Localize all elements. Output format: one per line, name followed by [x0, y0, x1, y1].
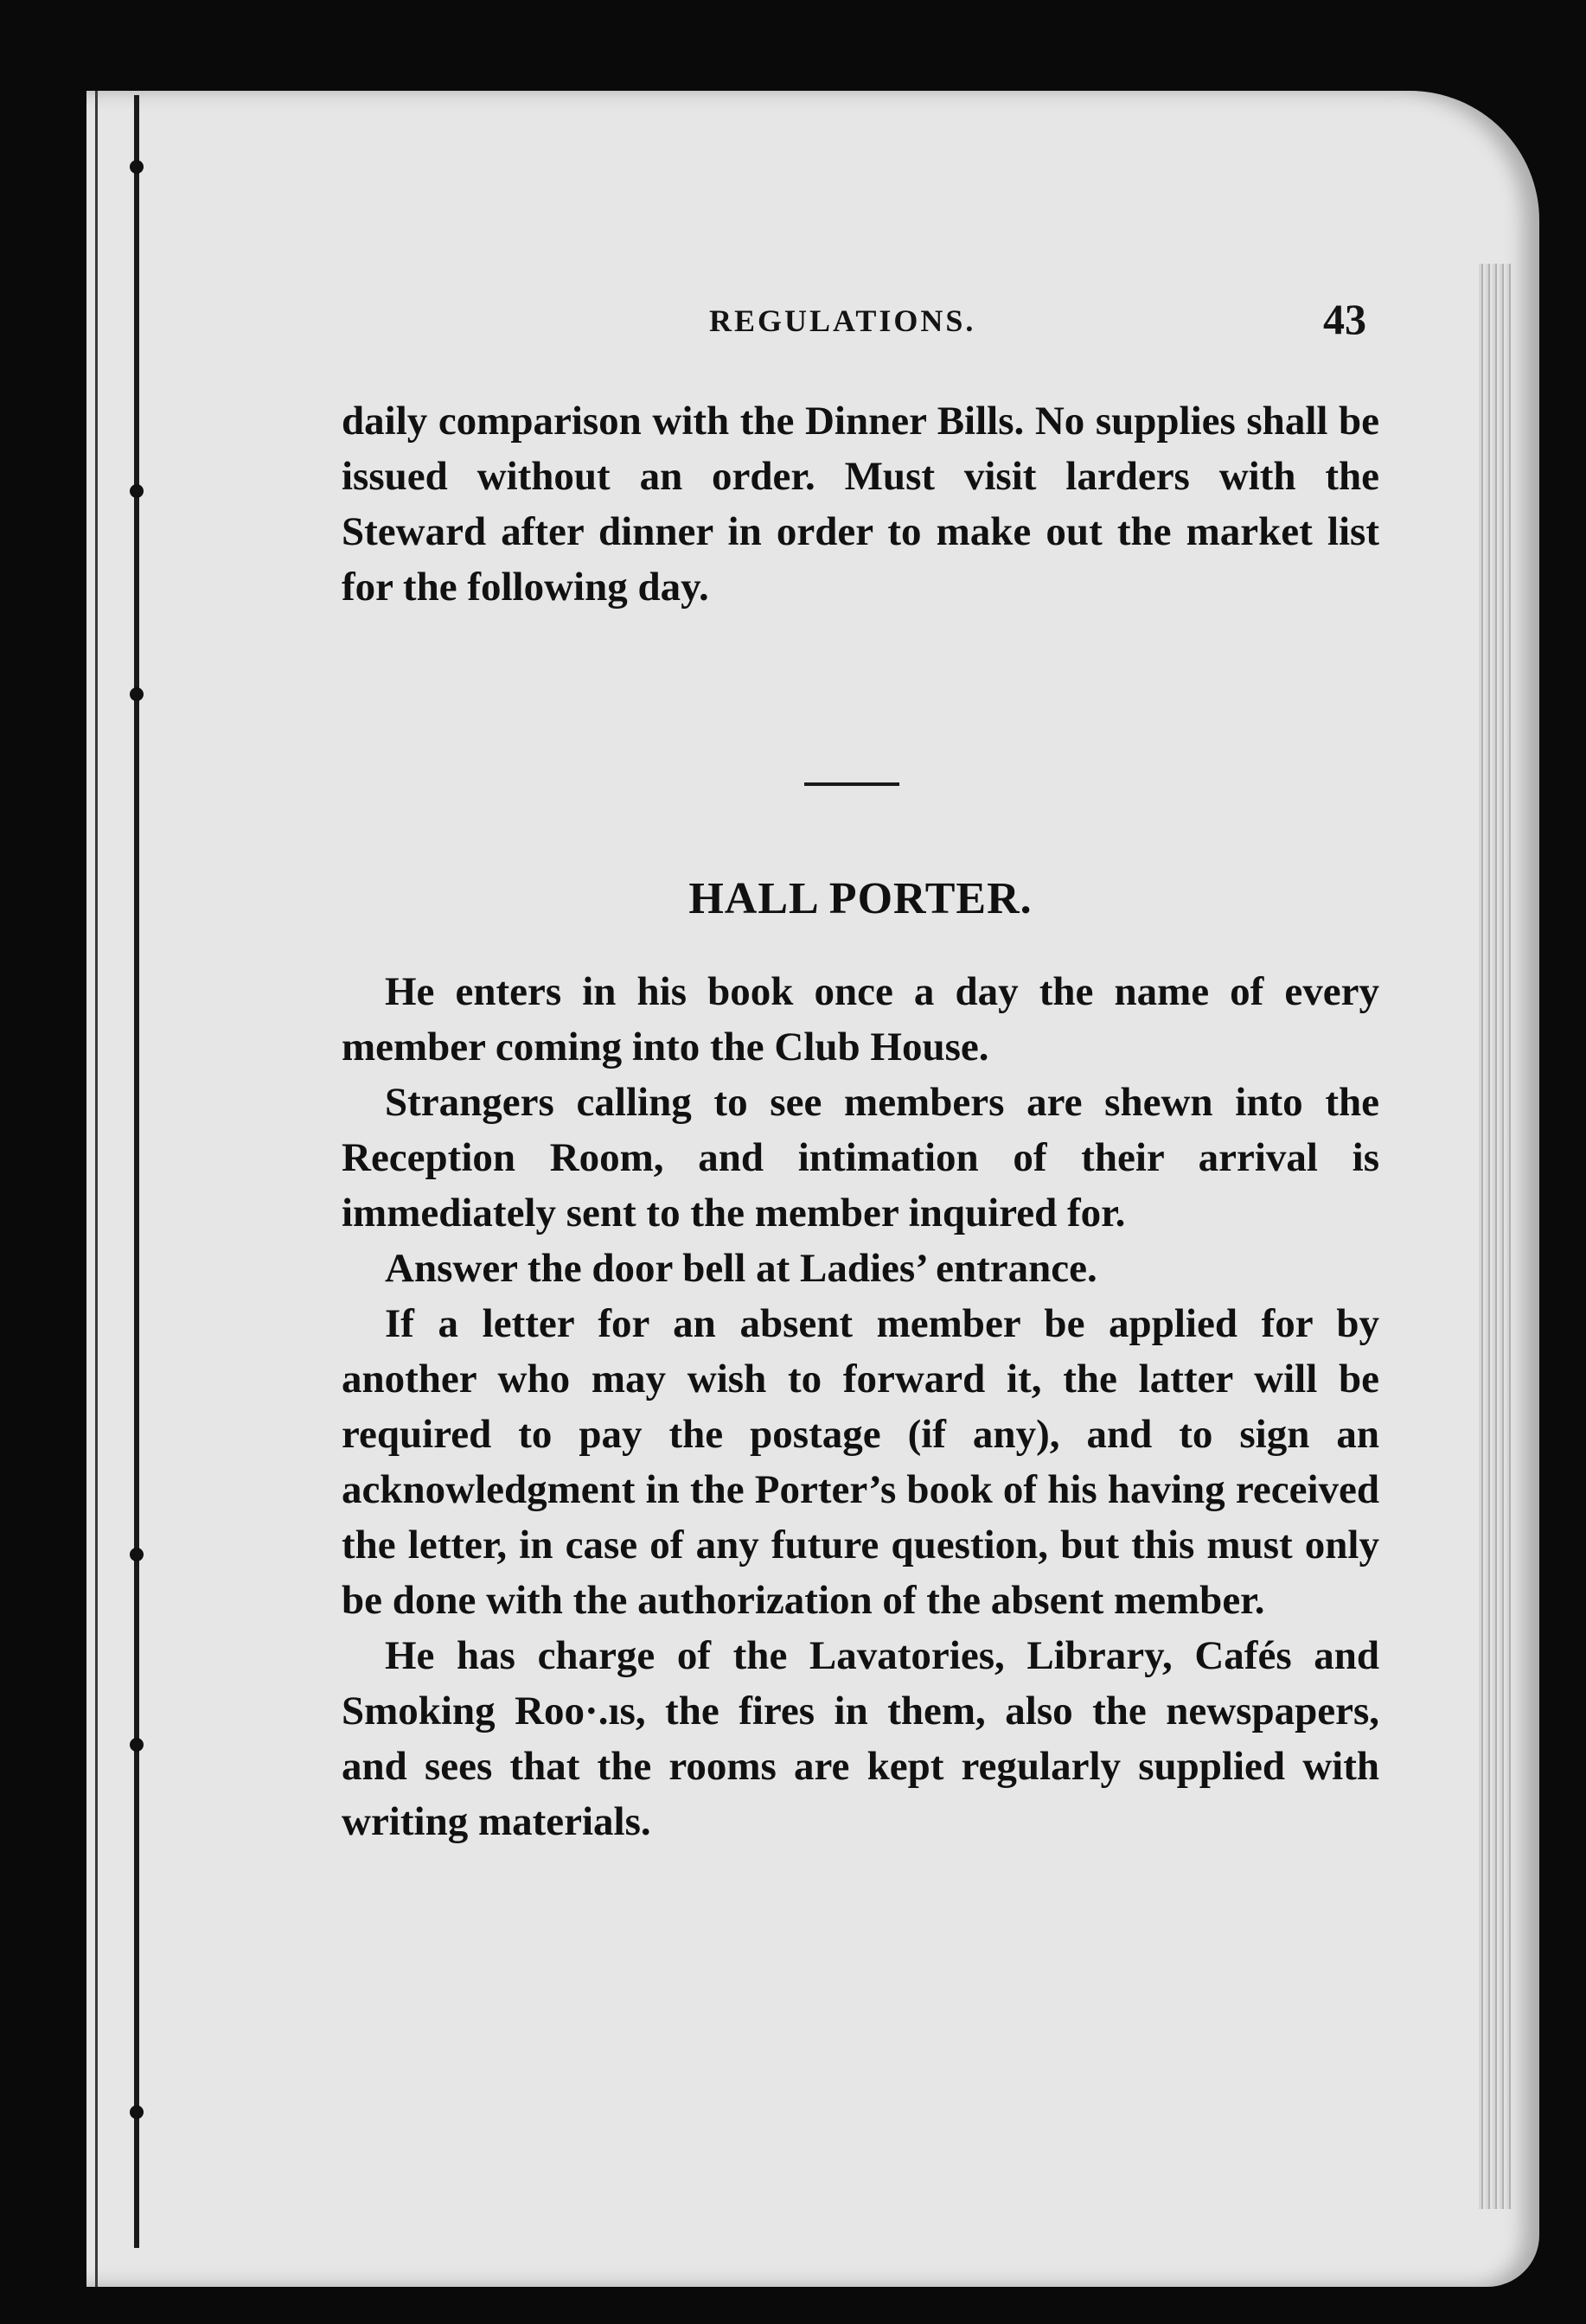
binding-edge — [95, 91, 98, 2287]
paragraph: Strangers calling to see members are shewn into the Reception Room, and intimation of their arrival is immediately sent to the member inquired for. — [342, 1080, 1379, 1235]
page-number: 43 — [1323, 295, 1366, 343]
page-edge — [1479, 264, 1513, 2209]
paragraph: Answer the door bell at Ladies’ entrance. — [385, 1246, 1097, 1291]
paragraph: If a letter for an absent member be applied for by another who may wish to forward it, the latter will be required to pay the postage (if any), and to sign an acknowledgment in the Porter’s book of his having received the letter, in case of any future question, but this must only be done with the authorization of the absent member. — [342, 1301, 1379, 1623]
section-heading: HALL PORTER. — [688, 874, 1033, 923]
binding-stitch — [130, 160, 144, 174]
continuation-text: daily comparison with the Dinner Bills. No supplies shall be issued without an order. Must visit larders with the Steward after dinner in order to make out the market list for the following day. — [342, 399, 1379, 610]
binding-stitch — [130, 1548, 144, 1561]
binding-stitch — [130, 2105, 144, 2119]
continuation-paragraph — [342, 393, 1379, 615]
running-head: REGULATIONS. — [709, 303, 976, 338]
paragraph: He enters in his book once a day the name of every member coming into the Club House. — [342, 969, 1379, 1069]
section-divider — [804, 782, 899, 786]
paragraph: He has charge of the Lavatories, Library, Cafés and Smoking Roo·.ıs, the fires in them, also the newspapers, and sees that the rooms are kept regularly supplied with writing materials. — [342, 1633, 1379, 1844]
binding-stitch — [130, 687, 144, 701]
binding-stitch — [130, 484, 144, 498]
section-body — [342, 964, 1379, 1849]
binding-stitch — [130, 1738, 144, 1752]
gutter-binding — [134, 95, 139, 2248]
